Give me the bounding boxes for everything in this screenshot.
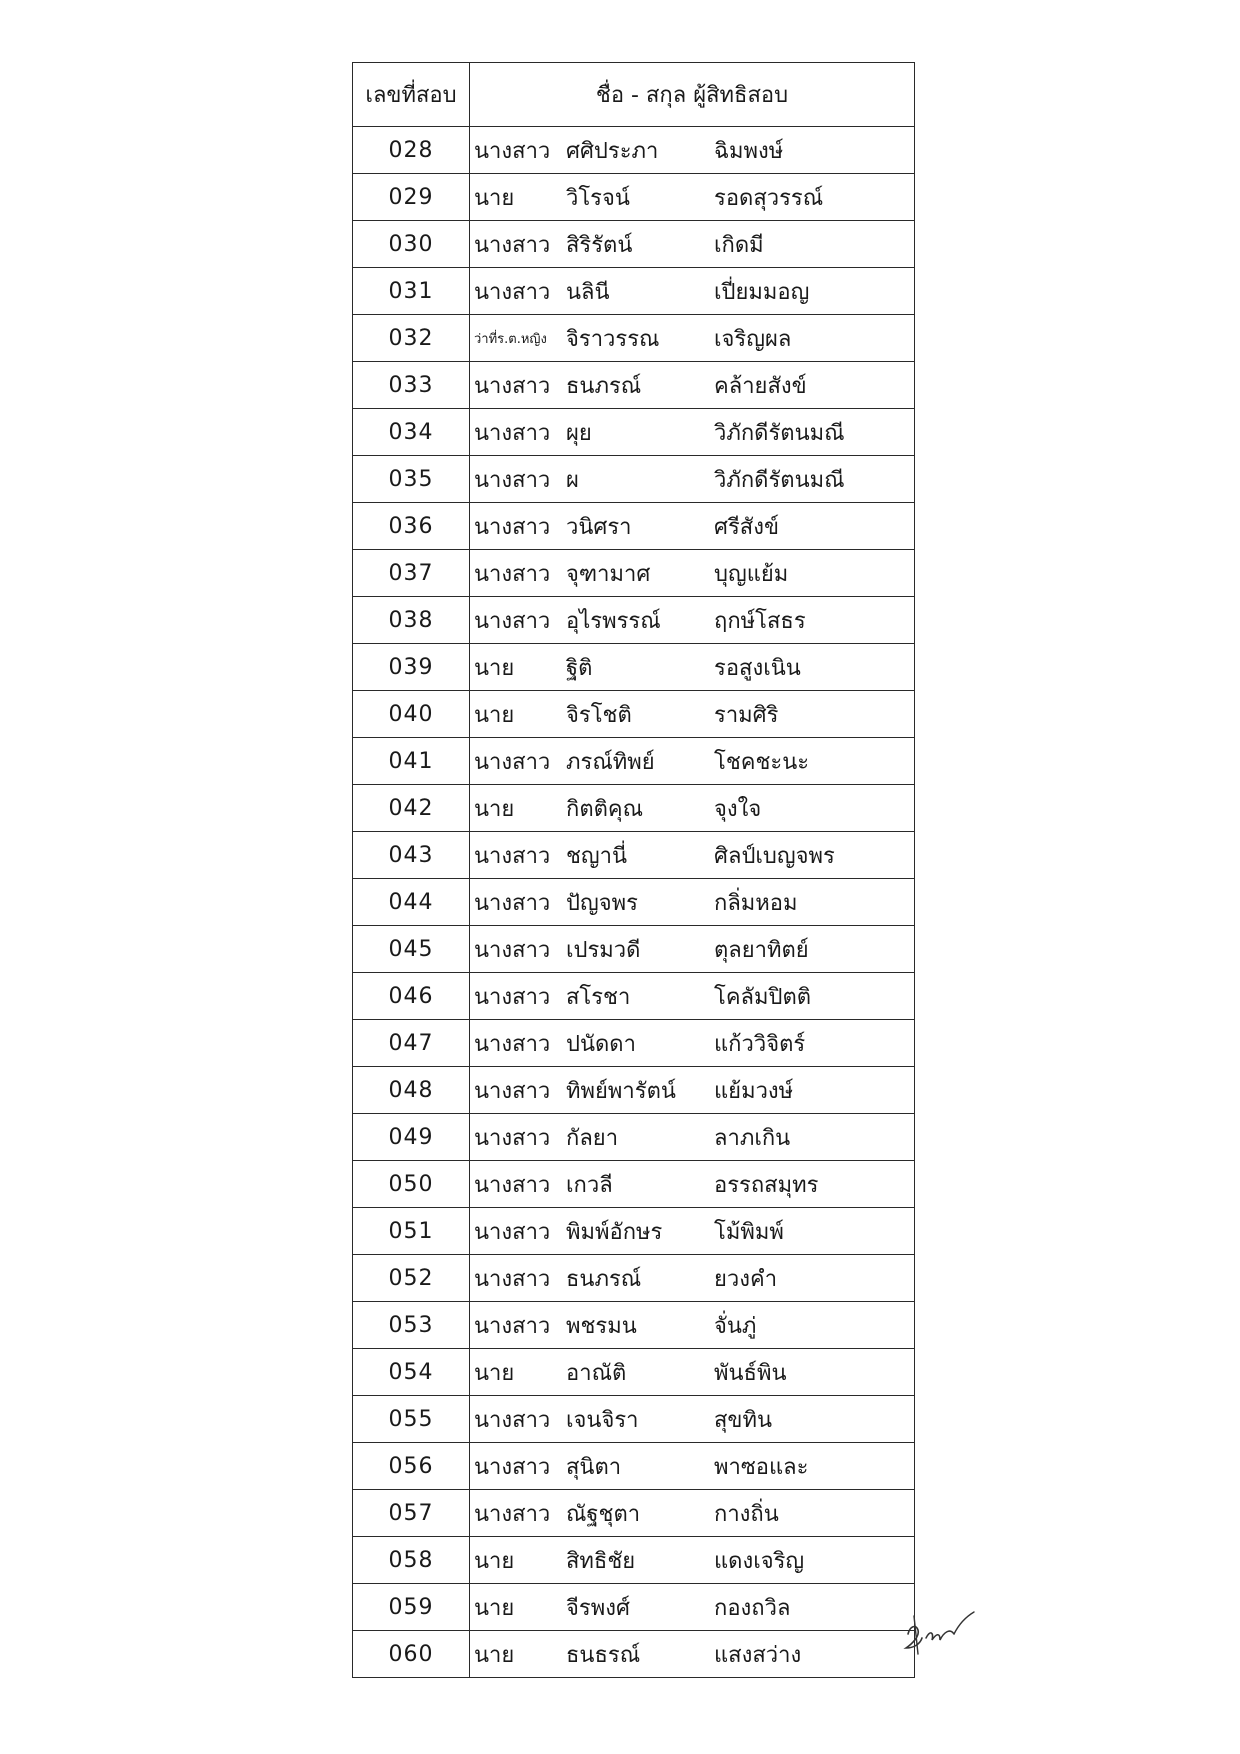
last-name: กลิ่มหอม (714, 890, 798, 916)
last-name: โคลัมปิตติ (714, 984, 812, 1010)
first-name: ศศิประภา (566, 138, 659, 164)
table-row (353, 503, 915, 550)
name-cell (470, 503, 915, 550)
table-row (353, 1255, 915, 1302)
name-title: นาย (474, 702, 515, 728)
name-title: นางสาว (474, 1407, 551, 1433)
exam-number-cell: 047 (353, 1020, 470, 1067)
last-name: พาซอและ (714, 1454, 809, 1480)
table-row (353, 1020, 915, 1067)
name-cell (470, 1302, 915, 1349)
first-name: วิโรจน์ (566, 185, 630, 211)
first-name: ปัญจพร (566, 890, 638, 916)
first-name: จีรพงศ์ (566, 1595, 630, 1621)
exam-number-cell: 048 (353, 1067, 470, 1114)
name-cell (470, 597, 915, 644)
name-title: นางสาว (474, 1078, 551, 1104)
first-name: ผุย (566, 420, 592, 446)
name-title: นาย (474, 1548, 515, 1574)
name-cell (470, 973, 915, 1020)
name-cell (470, 409, 915, 456)
first-name: จิราวรรณ (566, 326, 660, 352)
last-name: แก้ววิจิตร์ (714, 1031, 806, 1057)
exam-number-cell: 055 (353, 1396, 470, 1443)
header-exam-number: เลขที่สอบ (353, 63, 470, 127)
first-name: วนิศรา (566, 514, 632, 540)
exam-number-cell: 059 (353, 1584, 470, 1631)
last-name: พันธ์พิน (714, 1360, 787, 1386)
last-name: ศรีสังข์ (714, 514, 779, 540)
last-name: เปี่ยมมอญ (714, 279, 810, 305)
name-cell (470, 738, 915, 785)
exam-number-cell: 040 (353, 691, 470, 738)
table-row (353, 362, 915, 409)
name-title: นางสาว (474, 1172, 551, 1198)
name-title: นาย (474, 185, 515, 211)
last-name: โม้พิมพ์ (714, 1219, 784, 1245)
first-name: พิมพ์อักษร (566, 1219, 663, 1245)
name-cell (470, 127, 915, 174)
exam-number-cell: 044 (353, 879, 470, 926)
last-name: บุญแย้ม (714, 561, 789, 587)
table-row (353, 1537, 915, 1584)
exam-number-cell: 038 (353, 597, 470, 644)
name-title: นางสาว (474, 138, 551, 164)
name-cell (470, 221, 915, 268)
exam-number-cell: 030 (353, 221, 470, 268)
last-name: คล้ายสังข์ (714, 373, 807, 399)
name-cell (470, 785, 915, 832)
name-title: นางสาว (474, 1219, 551, 1245)
first-name: อุไรพรรณ์ (566, 608, 661, 634)
name-cell (470, 1114, 915, 1161)
name-cell (470, 268, 915, 315)
first-name: เกวลี (566, 1172, 613, 1198)
exam-number-cell: 051 (353, 1208, 470, 1255)
table-row (353, 926, 915, 973)
exam-number-cell: 031 (353, 268, 470, 315)
last-name: เจริญผล (714, 326, 792, 352)
last-name: แดงเจริญ (714, 1548, 805, 1574)
header-full-name: ชื่อ - สกุล ผู้สิทธิสอบ (470, 63, 915, 127)
first-name: สุนิตา (566, 1454, 622, 1480)
exam-number-cell: 045 (353, 926, 470, 973)
exam-number-cell: 036 (353, 503, 470, 550)
table-row (353, 550, 915, 597)
name-cell (470, 1161, 915, 1208)
first-name: ทิพย์พารัตน์ (566, 1078, 676, 1104)
table-row (353, 174, 915, 221)
table-row (353, 1584, 915, 1631)
name-cell (470, 926, 915, 973)
table-row (353, 221, 915, 268)
handwritten-signature (900, 1604, 980, 1660)
name-title: นางสาว (474, 1125, 551, 1151)
name-cell (470, 832, 915, 879)
name-title: นางสาว (474, 937, 551, 963)
first-name: ธนภรณ์ (566, 373, 642, 399)
name-cell (470, 362, 915, 409)
name-cell (470, 879, 915, 926)
exam-number-cell: 034 (353, 409, 470, 456)
name-title: นางสาว (474, 1031, 551, 1057)
last-name: ศิลป์เบญจพร (714, 843, 835, 869)
last-name: ตุลยาทิตย์ (714, 937, 809, 963)
first-name: ปนัดดา (566, 1031, 636, 1057)
exam-number-cell: 046 (353, 973, 470, 1020)
name-title: นางสาว (474, 1266, 551, 1292)
first-name: สโรชา (566, 984, 631, 1010)
name-title: นางสาว (474, 420, 551, 446)
table-row (353, 1302, 915, 1349)
table-row (353, 644, 915, 691)
table-row (353, 1443, 915, 1490)
table-row (353, 1396, 915, 1443)
exam-number-cell: 060 (353, 1631, 470, 1678)
name-cell (470, 1584, 915, 1631)
table-row (353, 832, 915, 879)
last-name: จุงใจ (714, 796, 762, 822)
last-name: เกิดมี (714, 232, 764, 258)
table-row (353, 127, 915, 174)
first-name: พชรมน (566, 1313, 637, 1339)
exam-number-cell: 050 (353, 1161, 470, 1208)
name-cell (470, 456, 915, 503)
last-name: สุขทิน (714, 1407, 773, 1433)
name-title: นาย (474, 655, 515, 681)
table-row (353, 879, 915, 926)
first-name: จุฑามาศ (566, 561, 651, 587)
name-title: นาย (474, 1595, 515, 1621)
exam-number-cell: 039 (353, 644, 470, 691)
table-row (353, 597, 915, 644)
name-cell (470, 1067, 915, 1114)
first-name: ฐิติ (566, 655, 593, 681)
exam-number-cell: 032 (353, 315, 470, 362)
table-row (353, 1067, 915, 1114)
first-name: เปรมวดี (566, 937, 641, 963)
name-title: นาย (474, 1642, 515, 1668)
name-cell (470, 1443, 915, 1490)
name-title: นางสาว (474, 561, 551, 587)
exam-number-cell: 041 (353, 738, 470, 785)
last-name: ฤกษ์โสธร (714, 608, 806, 634)
exam-number-cell: 037 (353, 550, 470, 597)
exam-number-cell: 028 (353, 127, 470, 174)
first-name: เจนจิรา (566, 1407, 639, 1433)
name-title: นางสาว (474, 373, 551, 399)
name-title: นางสาว (474, 1313, 551, 1339)
last-name: แสงสว่าง (714, 1642, 802, 1668)
name-cell (470, 1020, 915, 1067)
name-cell (470, 550, 915, 597)
name-title: นางสาว (474, 890, 551, 916)
table-header-row (353, 63, 915, 127)
name-title: นางสาว (474, 514, 551, 540)
name-title: นางสาว (474, 608, 551, 634)
table-row (353, 1114, 915, 1161)
last-name: รอสูงเนิน (714, 655, 801, 681)
name-title: นาย (474, 796, 515, 822)
last-name: กองถวิล (714, 1595, 791, 1621)
name-cell (470, 315, 915, 362)
name-title: นาย (474, 1360, 515, 1386)
first-name: สิทธิชัย (566, 1548, 636, 1574)
last-name: รอดสุวรรณ์ (714, 185, 824, 211)
first-name: ภรณ์ทิพย์ (566, 749, 655, 775)
name-cell (470, 1396, 915, 1443)
first-name: กิตติคุณ (566, 796, 644, 822)
last-name: แย้มวงษ์ (714, 1078, 794, 1104)
table-row (353, 268, 915, 315)
candidate-table (352, 62, 915, 1678)
table-row (353, 738, 915, 785)
last-name: รามศิริ (714, 702, 779, 728)
last-name: ลาภเกิน (714, 1125, 791, 1151)
table-row (353, 1490, 915, 1537)
table-row (353, 456, 915, 503)
name-cell (470, 1537, 915, 1584)
table-row (353, 409, 915, 456)
first-name: สิริรัตน์ (566, 232, 633, 258)
first-name: ธนภรณ์ (566, 1266, 642, 1292)
name-cell (470, 1631, 915, 1678)
first-name: ธนธรณ์ (566, 1642, 641, 1668)
last-name: อรรถสมุทร (714, 1172, 819, 1198)
last-name: โชคชะนะ (714, 749, 810, 775)
table-row (353, 1208, 915, 1255)
exam-number-cell: 056 (353, 1443, 470, 1490)
first-name: จิรโชติ (566, 702, 632, 728)
last-name: จั่นภู่ (714, 1313, 757, 1339)
exam-number-cell: 049 (353, 1114, 470, 1161)
table-row (353, 1349, 915, 1396)
exam-number-cell: 042 (353, 785, 470, 832)
exam-number-cell: 035 (353, 456, 470, 503)
last-name: กางถิ่น (714, 1501, 779, 1527)
name-title: นางสาว (474, 1501, 551, 1527)
first-name: กัลยา (566, 1125, 619, 1151)
name-cell (470, 1490, 915, 1537)
first-name: ชญานี่ (566, 843, 628, 869)
last-name: ยวงคำ (714, 1266, 778, 1292)
last-name: วิภักดีรัตนมณี (714, 420, 845, 446)
exam-number-cell: 054 (353, 1349, 470, 1396)
first-name: ณัฐชุตา (566, 1501, 641, 1527)
name-title: นางสาว (474, 232, 551, 258)
name-title: นางสาว (474, 467, 551, 493)
first-name: อาณัติ (566, 1360, 627, 1386)
exam-number-cell: 043 (353, 832, 470, 879)
name-title: ว่าที่ร.ต.หญิง (474, 331, 547, 347)
table-row (353, 315, 915, 362)
name-title: นางสาว (474, 749, 551, 775)
exam-number-cell: 053 (353, 1302, 470, 1349)
name-cell (470, 691, 915, 738)
last-name: วิภักดีรัตนมณี (714, 467, 845, 493)
table-row (353, 785, 915, 832)
exam-number-cell: 029 (353, 174, 470, 221)
exam-number-cell: 052 (353, 1255, 470, 1302)
table-row (353, 691, 915, 738)
name-cell (470, 1255, 915, 1302)
name-title: นางสาว (474, 843, 551, 869)
table-row (353, 1161, 915, 1208)
first-name: ผ (566, 467, 579, 493)
last-name: ฉิมพงษ์ (714, 138, 784, 164)
table-row (353, 973, 915, 1020)
table-body (353, 127, 915, 1678)
name-title: นางสาว (474, 984, 551, 1010)
first-name: นลินี (566, 279, 610, 305)
name-cell (470, 1208, 915, 1255)
name-cell (470, 644, 915, 691)
name-cell (470, 174, 915, 221)
table-row (353, 1631, 915, 1678)
name-cell (470, 1349, 915, 1396)
exam-number-cell: 058 (353, 1537, 470, 1584)
name-title: นางสาว (474, 1454, 551, 1480)
name-title: นางสาว (474, 279, 551, 305)
exam-number-cell: 033 (353, 362, 470, 409)
exam-number-cell: 057 (353, 1490, 470, 1537)
